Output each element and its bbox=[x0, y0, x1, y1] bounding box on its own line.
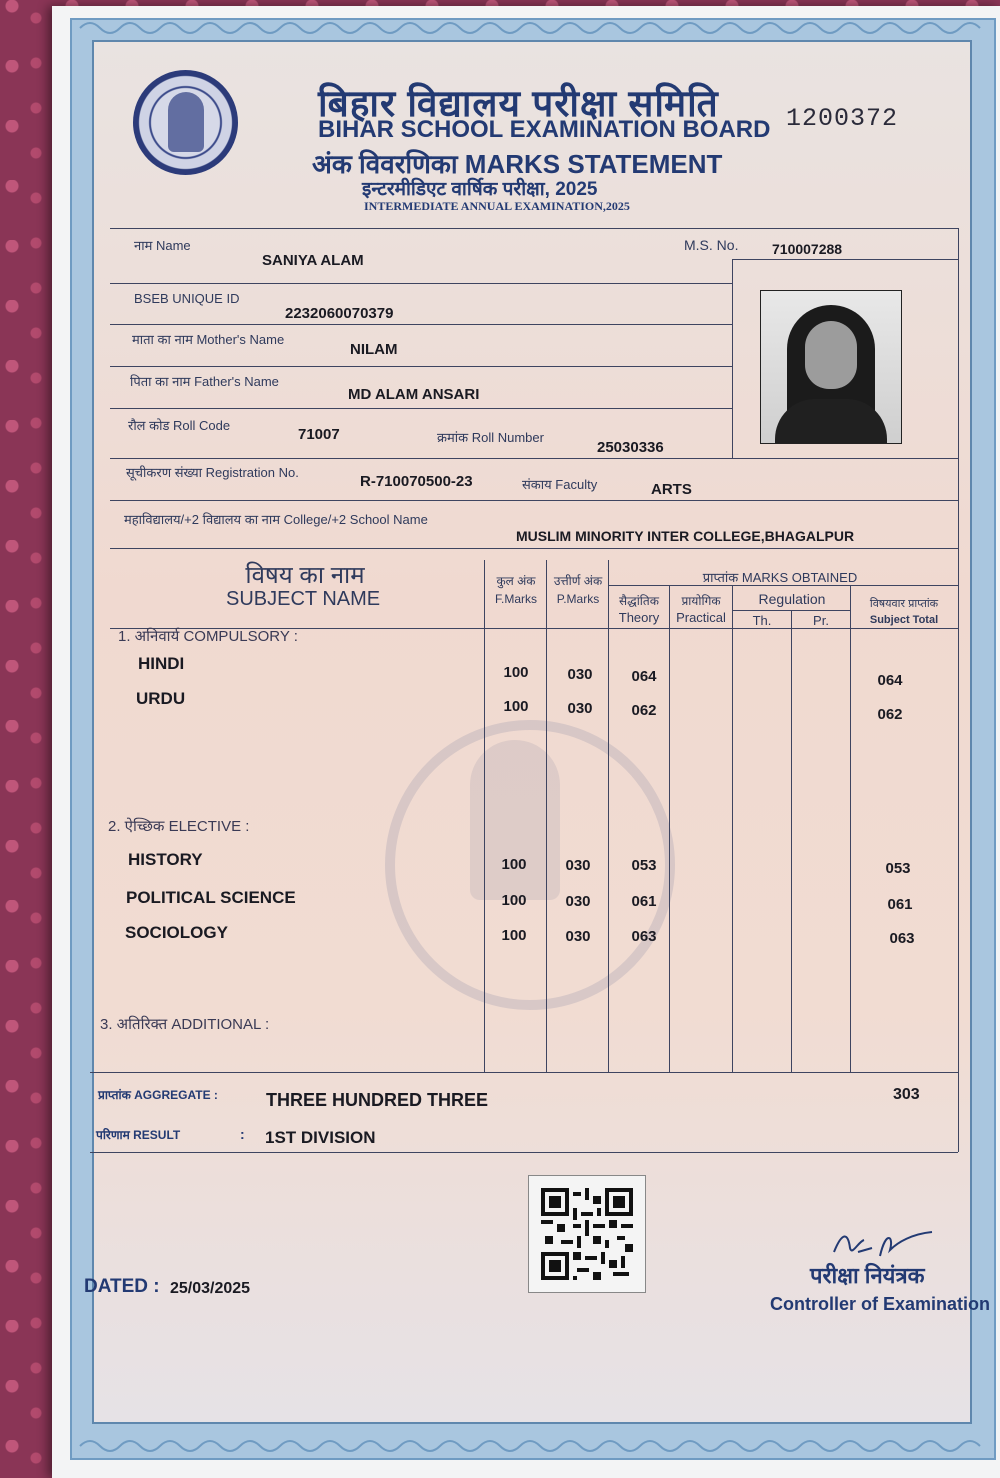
photo-divider bbox=[732, 259, 733, 458]
info-line-4 bbox=[110, 408, 732, 409]
issue-date: 25/03/2025 bbox=[170, 1280, 251, 1297]
hindi-fmarks: 100 bbox=[503, 664, 529, 681]
exam-title-hindi: इन्टरमीडिएट वार्षिक परीक्षा, 2025 bbox=[362, 179, 598, 200]
col-pmarks-left bbox=[546, 560, 547, 1072]
board-title-hindi: बिहार विद्यालय परीक्षा समिति bbox=[318, 83, 719, 124]
ms-no: 710007288 bbox=[772, 241, 843, 257]
polsci-theory: 061 bbox=[631, 893, 657, 910]
subject-header-hindi: विषय का नाम bbox=[245, 562, 365, 589]
college-name: MUSLIM MINORITY INTER COLLEGE,BHAGALPUR bbox=[516, 528, 855, 544]
subject-history: HISTORY bbox=[128, 850, 203, 869]
exam-title-english: INTERMEDIATE ANNUAL EXAMINATION,2025 bbox=[364, 199, 630, 213]
right-edge bbox=[958, 228, 959, 1152]
col-fmarks-left bbox=[484, 560, 485, 1072]
theory-header: Theory bbox=[618, 610, 660, 625]
ms-no-label: M.S. No. bbox=[684, 237, 739, 253]
practical-header-hindi: प्रायोगिक bbox=[681, 594, 721, 608]
marks-obtained-header: प्राप्तांक MARKS OBTAINED bbox=[702, 570, 858, 585]
photo-top-line bbox=[732, 259, 958, 260]
col-th-left bbox=[732, 585, 733, 1072]
subject-header-english: SUBJECT NAME bbox=[226, 588, 381, 610]
info-line-2 bbox=[110, 324, 732, 325]
marks-statement-title: अंक विवरणिका MARKS STATEMENT bbox=[312, 149, 723, 179]
info-top-line bbox=[110, 228, 958, 229]
result-value: 1ST DIVISION bbox=[265, 1128, 376, 1147]
aggregate-in-words: THREE HUNDRED THREE bbox=[266, 1090, 489, 1110]
board-title-english: BIHAR SCHOOL EXAMINATION BOARD bbox=[318, 116, 771, 143]
history-fmarks: 100 bbox=[501, 856, 527, 873]
uid-label: BSEB UNIQUE ID bbox=[134, 291, 240, 306]
sociology-pmarks: 030 bbox=[565, 928, 591, 945]
mother-name: NILAM bbox=[350, 341, 398, 358]
regulation-header: Regulation bbox=[758, 591, 826, 607]
dated-label: DATED : bbox=[84, 1276, 160, 1297]
col-total-left bbox=[850, 585, 851, 1072]
summary-bottom-line bbox=[90, 1152, 958, 1153]
urdu-fmarks: 100 bbox=[503, 698, 529, 715]
father-name: MD ALAM ANSARI bbox=[348, 386, 480, 403]
pmarks-header-hindi: उत्तीर्ण अंक bbox=[553, 574, 603, 588]
practical-header: Practical bbox=[676, 610, 726, 625]
registration-number: R-710070500-23 bbox=[360, 473, 473, 490]
sociology-total: 063 bbox=[889, 930, 915, 947]
info-line-3 bbox=[110, 366, 732, 367]
roll-number-label: क्रमांक Roll Number bbox=[437, 430, 544, 445]
subject-total-header-hindi: विषयवार प्राप्तांक bbox=[869, 598, 939, 610]
controller-title-english: Controller of Examination bbox=[770, 1294, 991, 1314]
father-label: पिता का नाम Father's Name bbox=[130, 374, 279, 389]
info-line-5 bbox=[110, 458, 958, 459]
serial-number: 1200372 bbox=[786, 104, 899, 133]
polsci-fmarks: 100 bbox=[501, 892, 527, 909]
regulation-pr-header: Pr. bbox=[813, 613, 829, 628]
history-pmarks: 030 bbox=[565, 857, 591, 874]
faculty: ARTS bbox=[651, 481, 692, 498]
student-photo bbox=[760, 290, 902, 444]
aggregate-value: 303 bbox=[893, 1086, 920, 1103]
subject-political-science: POLITICAL SCIENCE bbox=[126, 888, 296, 907]
regulation-th-header: Th. bbox=[752, 613, 772, 628]
table-top-line bbox=[110, 548, 958, 549]
registration-label: सूचीकरण संख्या Registration No. bbox=[126, 465, 299, 480]
aggregate-label: प्राप्तांक AGGREGATE : bbox=[98, 1088, 218, 1102]
subject-hindi: HINDI bbox=[138, 654, 185, 673]
table-bottom-line bbox=[90, 1072, 958, 1073]
info-line-6 bbox=[110, 500, 958, 501]
hindi-total: 064 bbox=[877, 672, 903, 689]
sociology-fmarks: 100 bbox=[501, 927, 527, 944]
name-label: नाम Name bbox=[134, 238, 191, 253]
subject-sociology: SOCIOLOGY bbox=[125, 923, 228, 942]
faculty-label: संकाय Faculty bbox=[522, 477, 598, 492]
roll-number: 25030336 bbox=[597, 439, 664, 456]
student-name: SANIYA ALAM bbox=[262, 252, 364, 269]
unique-id: 2232060070379 bbox=[285, 305, 394, 322]
qr-code bbox=[528, 1175, 646, 1293]
polsci-total: 061 bbox=[887, 896, 913, 913]
hindi-theory: 064 bbox=[631, 668, 657, 685]
college-label: महाविद्यालय/+2 विद्यालय का नाम College/+2 School Name bbox=[124, 512, 428, 527]
compulsory-section-label: 1. अनिवार्य COMPULSORY : bbox=[118, 628, 298, 645]
controller-title-hindi: परीक्षा नियंत्रक bbox=[810, 1263, 925, 1288]
col-pr-left bbox=[791, 610, 792, 1072]
additional-section-label: 3. अतिरिक्त ADDITIONAL : bbox=[100, 1016, 270, 1033]
elective-section-label: 2. ऐच्छिक ELECTIVE : bbox=[108, 818, 250, 835]
col-theory-left bbox=[608, 560, 609, 1072]
roll-code-label: रौल कोड Roll Code bbox=[128, 418, 231, 433]
info-line-1 bbox=[110, 283, 732, 284]
polsci-pmarks: 030 bbox=[565, 893, 591, 910]
roll-code: 71007 bbox=[298, 426, 340, 443]
subject-urdu: URDU bbox=[136, 689, 186, 708]
fmarks-header-hindi: कुल अंक bbox=[496, 574, 536, 588]
mother-label: माता का नाम Mother's Name bbox=[132, 332, 285, 347]
result-label: परिणाम RESULT bbox=[96, 1128, 181, 1142]
theory-header-hindi: सैद्धांतिक bbox=[619, 594, 659, 608]
sociology-theory: 063 bbox=[631, 928, 657, 945]
history-total: 053 bbox=[885, 860, 911, 877]
history-theory: 053 bbox=[631, 857, 657, 874]
subject-total-header: Subject Total bbox=[869, 614, 939, 626]
urdu-pmarks: 030 bbox=[567, 700, 593, 717]
urdu-total: 062 bbox=[877, 706, 903, 723]
col-practical-left bbox=[669, 585, 670, 1072]
hindi-pmarks: 030 bbox=[567, 666, 593, 683]
fmarks-header: F.Marks bbox=[495, 592, 537, 606]
urdu-theory: 062 bbox=[631, 702, 657, 719]
seal-figure bbox=[168, 92, 204, 152]
pmarks-header: P.Marks bbox=[556, 592, 600, 606]
result-colon: : bbox=[240, 1126, 245, 1142]
